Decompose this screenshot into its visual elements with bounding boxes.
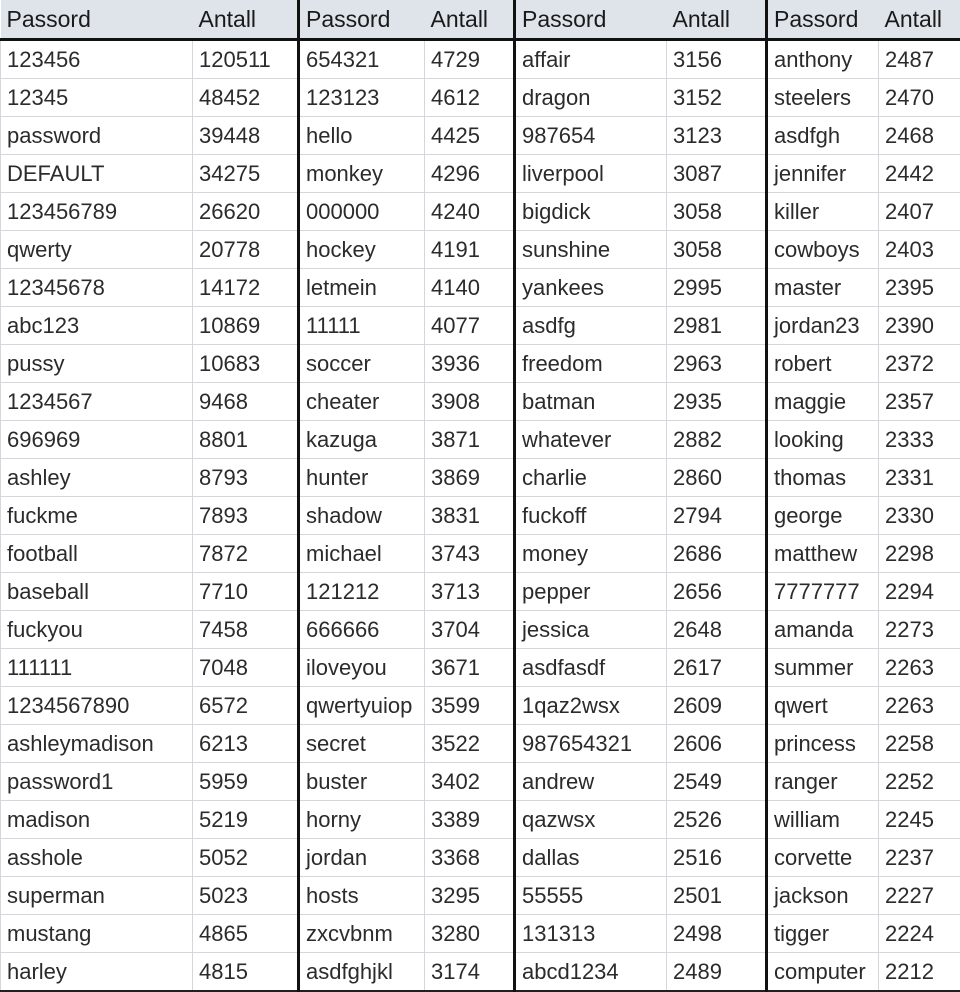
count-cell[interactable]: 3671 <box>425 649 515 687</box>
password-cell[interactable]: horny <box>299 801 425 839</box>
count-cell[interactable]: 2263 <box>879 687 960 725</box>
table-row <box>1 535 960 573</box>
password-cell[interactable]: 121212 <box>299 573 425 611</box>
password-cell[interactable]: shadow <box>299 497 425 535</box>
password-cell[interactable]: andrew <box>515 763 667 801</box>
table-row <box>1 231 960 269</box>
count-cell[interactable]: 2935 <box>667 383 767 421</box>
password-cell[interactable]: superman <box>1 877 193 915</box>
password-cell[interactable]: 000000 <box>299 193 425 231</box>
count-cell[interactable]: 2294 <box>879 573 960 611</box>
count-cell[interactable]: 2227 <box>879 877 960 915</box>
password-cell[interactable]: affair <box>515 40 667 79</box>
count-cell[interactable]: 2333 <box>879 421 960 459</box>
password-cell[interactable]: hello <box>299 117 425 155</box>
count-cell[interactable]: 2995 <box>667 269 767 307</box>
count-cell[interactable]: 4425 <box>425 117 515 155</box>
count-cell[interactable]: 5959 <box>193 763 299 801</box>
password-cell[interactable]: 11111 <box>299 307 425 345</box>
password-cell[interactable]: hockey <box>299 231 425 269</box>
count-cell[interactable]: 4865 <box>193 915 299 953</box>
count-cell[interactable]: 2237 <box>879 839 960 877</box>
table-row <box>1 763 960 801</box>
password-cell[interactable]: yankees <box>515 269 667 307</box>
table-row <box>1 117 960 155</box>
count-cell[interactable]: 34275 <box>193 155 299 193</box>
password-cell[interactable]: cowboys <box>767 231 879 269</box>
table-row <box>1 649 960 687</box>
password-cell[interactable]: buster <box>299 763 425 801</box>
password-cell[interactable]: 1234567 <box>1 383 193 421</box>
password-cell[interactable]: qwert <box>767 687 879 725</box>
password-cell[interactable]: killer <box>767 193 879 231</box>
count-cell[interactable]: 3713 <box>425 573 515 611</box>
count-cell[interactable]: 2273 <box>879 611 960 649</box>
count-cell[interactable]: 2501 <box>667 877 767 915</box>
table-row <box>1 269 960 307</box>
password-cell[interactable]: 12345678 <box>1 269 193 307</box>
count-cell[interactable]: 3156 <box>667 40 767 79</box>
password-cell[interactable]: pepper <box>515 573 667 611</box>
password-cell[interactable]: matthew <box>767 535 879 573</box>
count-cell[interactable]: 48452 <box>193 79 299 117</box>
count-cell[interactable]: 2442 <box>879 155 960 193</box>
count-cell[interactable]: 3704 <box>425 611 515 649</box>
password-cell[interactable]: cheater <box>299 383 425 421</box>
table-row <box>1 193 960 231</box>
count-cell[interactable]: 2656 <box>667 573 767 611</box>
table-row <box>1 839 960 877</box>
password-cell[interactable]: fuckyou <box>1 611 193 649</box>
table-row <box>1 345 960 383</box>
count-cell[interactable]: 7458 <box>193 611 299 649</box>
table-header <box>1 0 960 40</box>
count-cell[interactable]: 4140 <box>425 269 515 307</box>
count-cell[interactable]: 3174 <box>425 953 515 992</box>
count-cell[interactable]: 7893 <box>193 497 299 535</box>
table-row <box>1 459 960 497</box>
table-row <box>1 687 960 725</box>
password-cell[interactable]: hosts <box>299 877 425 915</box>
password-cell[interactable]: mustang <box>1 915 193 953</box>
count-cell[interactable]: 3402 <box>425 763 515 801</box>
count-cell[interactable]: 4191 <box>425 231 515 269</box>
count-cell[interactable]: 4612 <box>425 79 515 117</box>
count-cell[interactable]: 2252 <box>879 763 960 801</box>
password-cell[interactable]: 12345 <box>1 79 193 117</box>
count-cell[interactable]: 7710 <box>193 573 299 611</box>
table-row <box>1 611 960 649</box>
password-cell[interactable]: thomas <box>767 459 879 497</box>
password-cell[interactable]: hunter <box>299 459 425 497</box>
count-cell[interactable]: 2981 <box>667 307 767 345</box>
password-cell[interactable]: liverpool <box>515 155 667 193</box>
password-cell[interactable]: charlie <box>515 459 667 497</box>
password-cell[interactable]: master <box>767 269 879 307</box>
count-cell[interactable]: 2470 <box>879 79 960 117</box>
password-cell[interactable]: ashleymadison <box>1 725 193 763</box>
password-cell[interactable]: baseball <box>1 573 193 611</box>
count-cell[interactable]: 4296 <box>425 155 515 193</box>
password-cell[interactable]: password1 <box>1 763 193 801</box>
password-cell[interactable]: william <box>767 801 879 839</box>
password-cell[interactable]: pussy <box>1 345 193 383</box>
password-cell[interactable]: 123456789 <box>1 193 193 231</box>
password-cell[interactable]: steelers <box>767 79 879 117</box>
password-cell[interactable]: zxcvbnm <box>299 915 425 953</box>
header-password-3: Passord <box>515 0 667 40</box>
count-cell[interactable]: 2487 <box>879 40 960 79</box>
password-cell[interactable]: 654321 <box>299 40 425 79</box>
password-cell[interactable]: 111111 <box>1 649 193 687</box>
password-cell[interactable]: amanda <box>767 611 879 649</box>
password-cell[interactable]: football <box>1 535 193 573</box>
count-cell[interactable]: 2489 <box>667 953 767 992</box>
count-cell[interactable]: 2298 <box>879 535 960 573</box>
count-cell[interactable]: 10869 <box>193 307 299 345</box>
password-cell[interactable]: DEFAULT <box>1 155 193 193</box>
table-row <box>1 421 960 459</box>
table-row <box>1 383 960 421</box>
password-cell[interactable]: kazuga <box>299 421 425 459</box>
count-cell[interactable]: 2407 <box>879 193 960 231</box>
count-cell[interactable]: 5023 <box>193 877 299 915</box>
header-password-2: Passord <box>299 0 425 40</box>
password-cell[interactable]: robert <box>767 345 879 383</box>
count-cell[interactable]: 5052 <box>193 839 299 877</box>
password-cell[interactable]: 7777777 <box>767 573 879 611</box>
header-password-1: Passord <box>1 0 193 40</box>
count-cell[interactable]: 3831 <box>425 497 515 535</box>
password-cell[interactable]: 666666 <box>299 611 425 649</box>
count-cell[interactable]: 8793 <box>193 459 299 497</box>
password-cell[interactable]: batman <box>515 383 667 421</box>
count-cell[interactable]: 3908 <box>425 383 515 421</box>
password-cell[interactable]: sunshine <box>515 231 667 269</box>
count-cell[interactable]: 3871 <box>425 421 515 459</box>
password-cell[interactable]: secret <box>299 725 425 763</box>
password-cell[interactable]: asdfg <box>515 307 667 345</box>
password-cell[interactable]: summer <box>767 649 879 687</box>
count-cell[interactable]: 2549 <box>667 763 767 801</box>
count-cell[interactable]: 5219 <box>193 801 299 839</box>
password-cell[interactable]: anthony <box>767 40 879 79</box>
count-cell[interactable]: 2609 <box>667 687 767 725</box>
count-cell[interactable]: 3869 <box>425 459 515 497</box>
count-cell[interactable]: 6572 <box>193 687 299 725</box>
header-count-2: Antall <box>425 0 515 40</box>
password-cell[interactable]: monkey <box>299 155 425 193</box>
password-cell[interactable]: letmein <box>299 269 425 307</box>
count-cell[interactable]: 20778 <box>193 231 299 269</box>
password-cell[interactable]: fuckme <box>1 497 193 535</box>
count-cell[interactable]: 7048 <box>193 649 299 687</box>
count-cell[interactable]: 2263 <box>879 649 960 687</box>
password-cell[interactable]: harley <box>1 953 193 992</box>
table-row <box>1 307 960 345</box>
password-cell[interactable]: asdfghjkl <box>299 953 425 992</box>
count-cell[interactable]: 3123 <box>667 117 767 155</box>
password-cell[interactable]: qwertyuiop <box>299 687 425 725</box>
count-cell[interactable]: 3295 <box>425 877 515 915</box>
count-cell[interactable]: 2372 <box>879 345 960 383</box>
count-cell[interactable]: 2468 <box>879 117 960 155</box>
password-cell[interactable]: jordan <box>299 839 425 877</box>
count-cell[interactable]: 9468 <box>193 383 299 421</box>
count-cell[interactable]: 3058 <box>667 231 767 269</box>
count-cell[interactable]: 120511 <box>193 40 299 79</box>
password-cell[interactable]: looking <box>767 421 879 459</box>
count-cell[interactable]: 2963 <box>667 345 767 383</box>
count-cell[interactable]: 2648 <box>667 611 767 649</box>
password-cell[interactable]: tigger <box>767 915 879 953</box>
password-cell[interactable]: 987654 <box>515 117 667 155</box>
count-cell[interactable]: 2686 <box>667 535 767 573</box>
count-cell[interactable]: 3280 <box>425 915 515 953</box>
password-cell[interactable]: 987654321 <box>515 725 667 763</box>
count-cell[interactable]: 2330 <box>879 497 960 535</box>
table-row <box>1 953 960 992</box>
count-cell[interactable]: 3389 <box>425 801 515 839</box>
password-cell[interactable]: corvette <box>767 839 879 877</box>
header-row <box>1 0 960 40</box>
header-count-1: Antall <box>193 0 299 40</box>
password-cell[interactable]: 55555 <box>515 877 667 915</box>
count-cell[interactable]: 2390 <box>879 307 960 345</box>
password-cell[interactable]: fuckoff <box>515 497 667 535</box>
count-cell[interactable]: 3743 <box>425 535 515 573</box>
count-cell[interactable]: 3936 <box>425 345 515 383</box>
password-cell[interactable]: qazwsx <box>515 801 667 839</box>
table-row <box>1 801 960 839</box>
count-cell[interactable]: 14172 <box>193 269 299 307</box>
count-cell[interactable]: 2882 <box>667 421 767 459</box>
password-cell[interactable]: bigdick <box>515 193 667 231</box>
count-cell[interactable]: 2212 <box>879 953 960 992</box>
password-cell[interactable]: password <box>1 117 193 155</box>
table-body <box>1 40 960 992</box>
count-cell[interactable]: 4077 <box>425 307 515 345</box>
table-row <box>1 573 960 611</box>
table-row <box>1 79 960 117</box>
count-cell[interactable]: 2245 <box>879 801 960 839</box>
password-cell[interactable]: soccer <box>299 345 425 383</box>
password-cell[interactable]: 123456 <box>1 40 193 79</box>
table-row <box>1 725 960 763</box>
count-cell[interactable]: 6213 <box>193 725 299 763</box>
password-cell[interactable]: qwerty <box>1 231 193 269</box>
password-cell[interactable]: iloveyou <box>299 649 425 687</box>
count-cell[interactable]: 26620 <box>193 193 299 231</box>
count-cell[interactable]: 2357 <box>879 383 960 421</box>
table-row <box>1 877 960 915</box>
count-cell[interactable]: 39448 <box>193 117 299 155</box>
password-cell[interactable]: dragon <box>515 79 667 117</box>
count-cell[interactable]: 3599 <box>425 687 515 725</box>
password-cell[interactable]: dallas <box>515 839 667 877</box>
password-cell[interactable]: jordan23 <box>767 307 879 345</box>
password-cell[interactable]: asshole <box>1 839 193 877</box>
password-cell[interactable]: jackson <box>767 877 879 915</box>
password-cell[interactable]: 123123 <box>299 79 425 117</box>
password-cell[interactable]: jennifer <box>767 155 879 193</box>
count-cell[interactable]: 2860 <box>667 459 767 497</box>
count-cell[interactable]: 3368 <box>425 839 515 877</box>
count-cell[interactable]: 10683 <box>193 345 299 383</box>
password-cell[interactable]: princess <box>767 725 879 763</box>
count-cell[interactable]: 3058 <box>667 193 767 231</box>
count-cell[interactable]: 2526 <box>667 801 767 839</box>
count-cell[interactable]: 2498 <box>667 915 767 953</box>
table-row <box>1 497 960 535</box>
count-cell[interactable]: 4729 <box>425 40 515 79</box>
password-cell[interactable]: jessica <box>515 611 667 649</box>
table-row <box>1 915 960 953</box>
password-cell[interactable]: maggie <box>767 383 879 421</box>
table-row <box>1 155 960 193</box>
count-cell[interactable]: 2331 <box>879 459 960 497</box>
count-cell[interactable]: 2258 <box>879 725 960 763</box>
password-cell[interactable]: abcd1234 <box>515 953 667 992</box>
count-cell[interactable]: 3152 <box>667 79 767 117</box>
password-cell[interactable]: madison <box>1 801 193 839</box>
password-cell[interactable]: ashley <box>1 459 193 497</box>
password-cell[interactable]: asdfasdf <box>515 649 667 687</box>
password-cell[interactable]: abc123 <box>1 307 193 345</box>
password-cell[interactable]: 696969 <box>1 421 193 459</box>
password-cell[interactable]: asdfgh <box>767 117 879 155</box>
count-cell[interactable]: 2516 <box>667 839 767 877</box>
header-count-3: Antall <box>667 0 767 40</box>
count-cell[interactable]: 4815 <box>193 953 299 992</box>
table-row <box>1 40 960 79</box>
password-cell[interactable]: computer <box>767 953 879 992</box>
count-cell[interactable]: 4240 <box>425 193 515 231</box>
password-cell[interactable]: 1234567890 <box>1 687 193 725</box>
header-count-4: Antall <box>879 0 960 40</box>
password-cell[interactable]: 1qaz2wsx <box>515 687 667 725</box>
password-cell[interactable]: ranger <box>767 763 879 801</box>
password-cell[interactable]: 131313 <box>515 915 667 953</box>
password-cell[interactable]: money <box>515 535 667 573</box>
count-cell[interactable]: 3087 <box>667 155 767 193</box>
count-cell[interactable]: 8801 <box>193 421 299 459</box>
password-cell[interactable]: michael <box>299 535 425 573</box>
count-cell[interactable]: 2395 <box>879 269 960 307</box>
password-cell[interactable]: whatever <box>515 421 667 459</box>
count-cell[interactable]: 3522 <box>425 725 515 763</box>
count-cell[interactable]: 2403 <box>879 231 960 269</box>
password-cell[interactable]: george <box>767 497 879 535</box>
count-cell[interactable]: 2794 <box>667 497 767 535</box>
password-cell[interactable]: freedom <box>515 345 667 383</box>
count-cell[interactable]: 2606 <box>667 725 767 763</box>
count-cell[interactable]: 7872 <box>193 535 299 573</box>
header-password-4: Passord <box>767 0 879 40</box>
count-cell[interactable]: 2224 <box>879 915 960 953</box>
count-cell[interactable]: 2617 <box>667 649 767 687</box>
